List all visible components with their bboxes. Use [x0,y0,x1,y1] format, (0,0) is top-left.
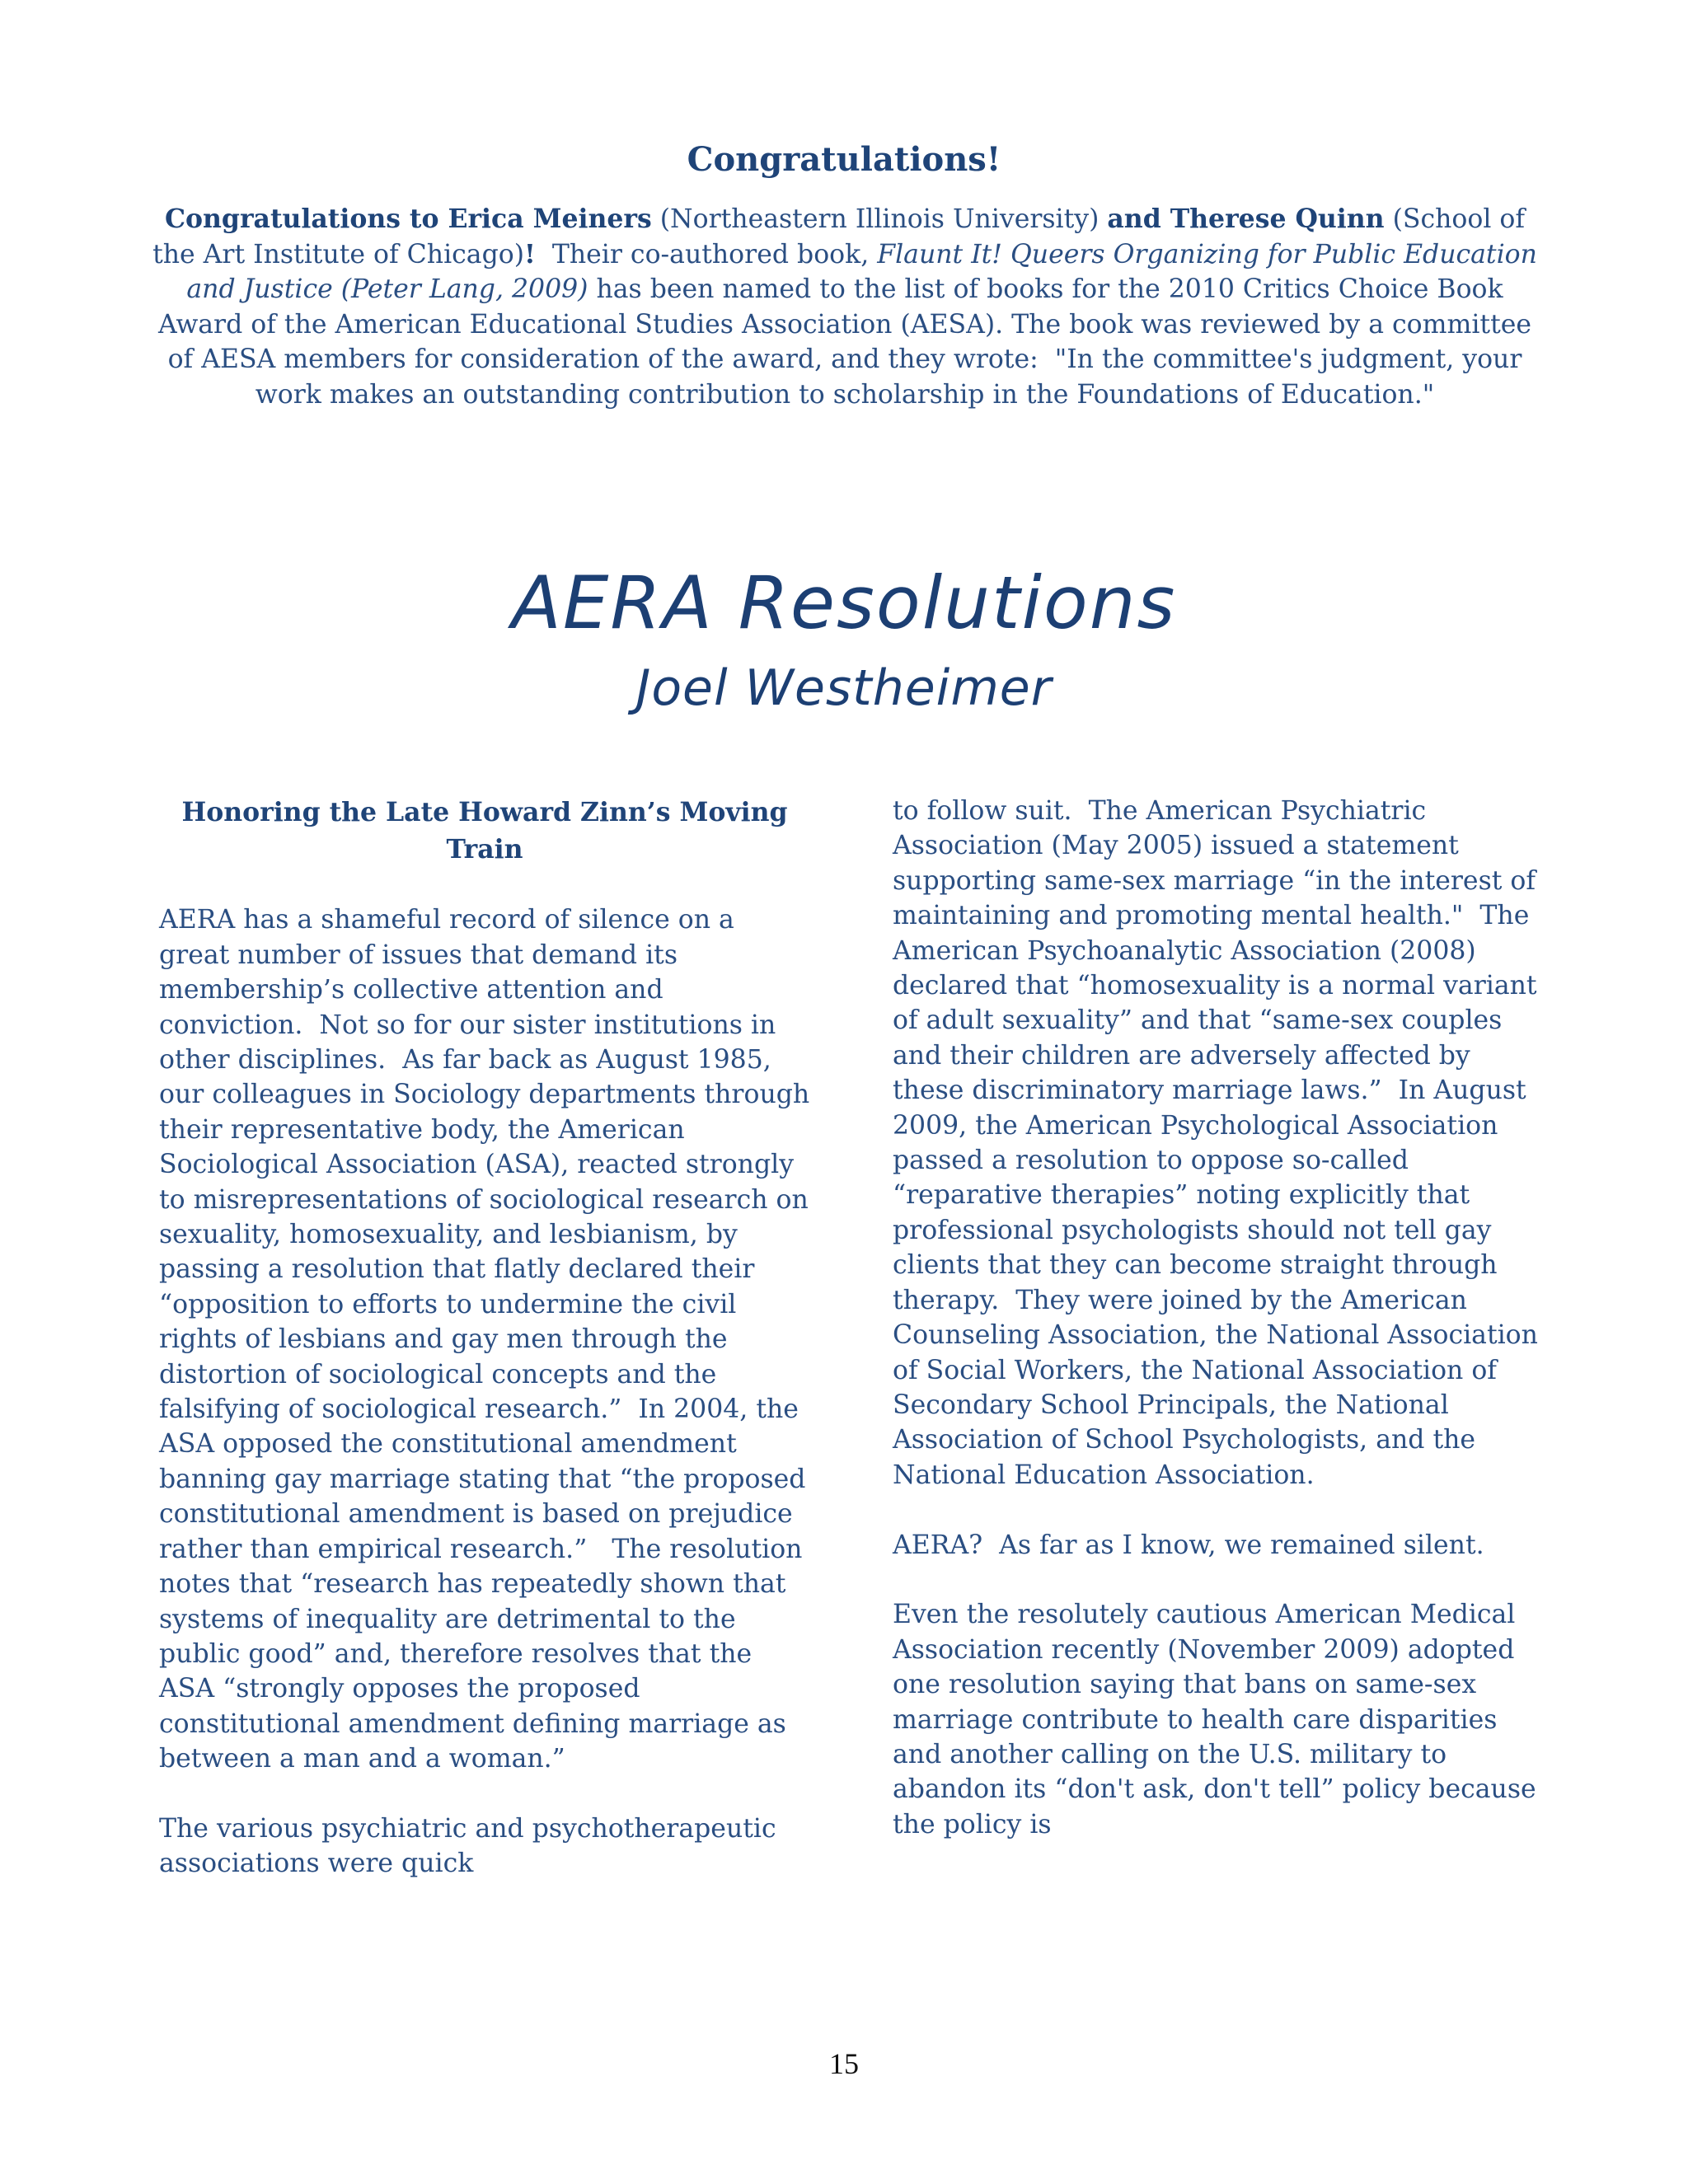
article-heading: Honoring the Late Howard Zinn’s Moving Train [181,797,788,865]
article-paragraph: Even the resolutely cautious American Medical Association recently (November 2009) adopted one resolution saying that bans on same-sex marriage contribute to health care disparities and another calling on the U.S. military to abandon its “don't ask, don't tell” policy because the policy is [893,1600,1536,1840]
meiners-affiliation: (Northeastern Illinois University) [651,204,1108,234]
article-paragraph: AERA? As far as I know, we remained silent. [893,1530,1484,1560]
congratulations-heading: Congratulations! [687,140,1001,179]
award-text: has been named to the list of books for the 2010 Critics Choice Book Award of the American Educational Studies Association (AESA). The book was reviewed by a committee of AESA members for consideration of the award, and they wrote: "In the committee's judgment, your work makes an outstanding contribution to scholarship in the Foundations of Education." [157,274,1540,410]
book-title: Flaunt It! Queers Organizing for Public Education and Justice (Peter Lang, 2009) [186,239,1537,304]
article-paragraph: AERA has a shameful record of silence on a great number of issues that demand its membership’s collective attention and conviction. Not so for our sister institutions in other disciplines. As far back as August 1985, our colleagues in Sociology departments through their representative body, the American Sociological Association (ASA), reacted strongly to misrepresentations of sociological research on sexuality, homosexuality, and lesbianism, by passing a resolution that flatly declared their “opposition to efforts to undermine the civil rights of lesbians and gay men through the distortion of sociological concepts and the falsifying of sociological research.” In 2004, the ASA opposed the constitutional amendment banning gay marriage stating that “the proposed constitutional amendment is based on prejudice rather than empirical research.” The resolution notes that “research has repeatedly shown that systems of inequality are detrimental to the public good” and, therefore resolves that the ASA “strongly opposes the proposed constitutional amendment defining marriage as between a man and a woman.” [159,905,818,1774]
and-quinn: and Therese Quinn [1107,204,1385,234]
section-author: Joel Westheimer [635,659,1053,717]
page-number: 15 [829,2047,859,2080]
article-paragraph: The various psychiatric and psychotherapeutic associations were quick [159,1813,776,1879]
quinn-affiliation: (School of the Art Institute of Chicago) [152,204,1526,269]
congrats-lead: Congratulations to Erica Meiners [164,204,652,234]
congratulations-paragraph [152,202,1540,412]
book-intro: Their co-authored book, [535,239,878,269]
exclamation: ! [523,238,536,269]
article-paragraph: to follow suit. The American Psychiatric Association (May 2005) issued a statement supporting same-sex marriage “in the interest of maintaining and promoting mental health." The American Psychoanalytic Association (2008) declared that “homosexuality is a normal variant of adult sexuality” and that “same-sex couples and their children are adversely affected by these discriminatory marriage laws.” In August 2009, the American Psychological Association passed a resolution to oppose so-called “reparative therapies” noting explicitly that professional psychologists should not tell gay clients that they can become straight through therapy. They were joined by the American Counseling Association, the National Association of Social Workers, the National Association of Secondary School Principals, the National Association of School Psychologists, and the National Education Association. [893,796,1546,1490]
article-column-left [159,794,818,1882]
section-title: AERA Resolutions [511,560,1177,645]
article-column-right [893,794,1544,1842]
